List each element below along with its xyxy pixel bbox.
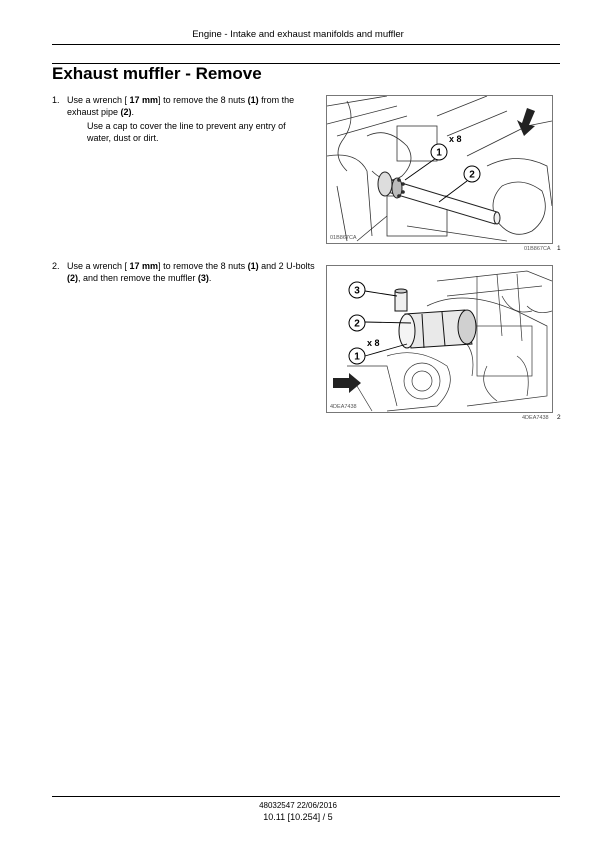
header-rule [52, 44, 560, 45]
step-2 [52, 261, 317, 284]
section-title: Exhaust muffler - Remove [52, 64, 262, 83]
text-fragment: . [131, 106, 135, 117]
text-fragment: and 2 U-bolts [258, 261, 315, 271]
callout-label: 2 [469, 169, 475, 181]
callout-label: 1 [354, 351, 360, 363]
figure-1-exhaust-pipe [326, 95, 553, 244]
part-reference: (2) [67, 272, 78, 283]
text-fragment: from the exhaust pipe [67, 95, 295, 117]
exhaust-pipe-illustration [327, 96, 552, 243]
part-reference: (1) [247, 95, 259, 105]
figure-1-number: 1 [557, 245, 561, 252]
step-1 [52, 95, 317, 118]
text-fragment: ] to remove the 8 nuts [158, 95, 248, 105]
text-fragment: , and then remove the muffler [78, 272, 198, 283]
figure-code: 4DEA7438 [330, 404, 357, 410]
footer-document-line: 48032547 22/06/2016 [259, 801, 337, 810]
callout-label: 3 [354, 285, 360, 297]
text-fragment: Use a wrench [ [67, 95, 130, 105]
text-fragment: Use a wrench [ [67, 261, 130, 271]
callout-label: 2 [354, 318, 360, 330]
figure-1-code-caption: 01B867CA [524, 246, 551, 252]
callout-label: 1 [436, 147, 442, 159]
direction-arrow-icon [333, 373, 361, 393]
quantity-label: x 8 [449, 134, 462, 144]
step-number: 2. [52, 261, 60, 271]
part-reference: (3) [197, 272, 209, 283]
footer-rule [52, 796, 560, 797]
text-fragment: ] to remove the 8 nuts [158, 261, 248, 271]
quantity-label: x 8 [367, 338, 380, 348]
step-number: 1. [52, 95, 60, 105]
step-text [67, 261, 317, 284]
figure-2-code-caption: 4DEA7438 [522, 415, 549, 421]
part-reference: (2) [120, 106, 132, 117]
step-text [67, 95, 317, 118]
tool-size: 17 mm [129, 95, 159, 105]
footer-page-number: 10.11 [10.254] / 5 [263, 812, 333, 822]
tool-size: 17 mm [129, 261, 159, 271]
text-fragment: . [208, 272, 212, 283]
figure-2-muffler [326, 265, 553, 413]
step-1-note: Use a cap to cover the line to prevent any entry of water, dust or dirt. [87, 121, 286, 143]
direction-arrow-icon [517, 108, 535, 136]
figure-2-number: 2 [557, 414, 561, 421]
running-header: Engine - Intake and exhaust manifolds and muffler [192, 29, 404, 40]
muffler-illustration [327, 266, 552, 412]
part-reference: (1) [247, 261, 259, 271]
figure-code: 01B867CA [330, 235, 357, 241]
